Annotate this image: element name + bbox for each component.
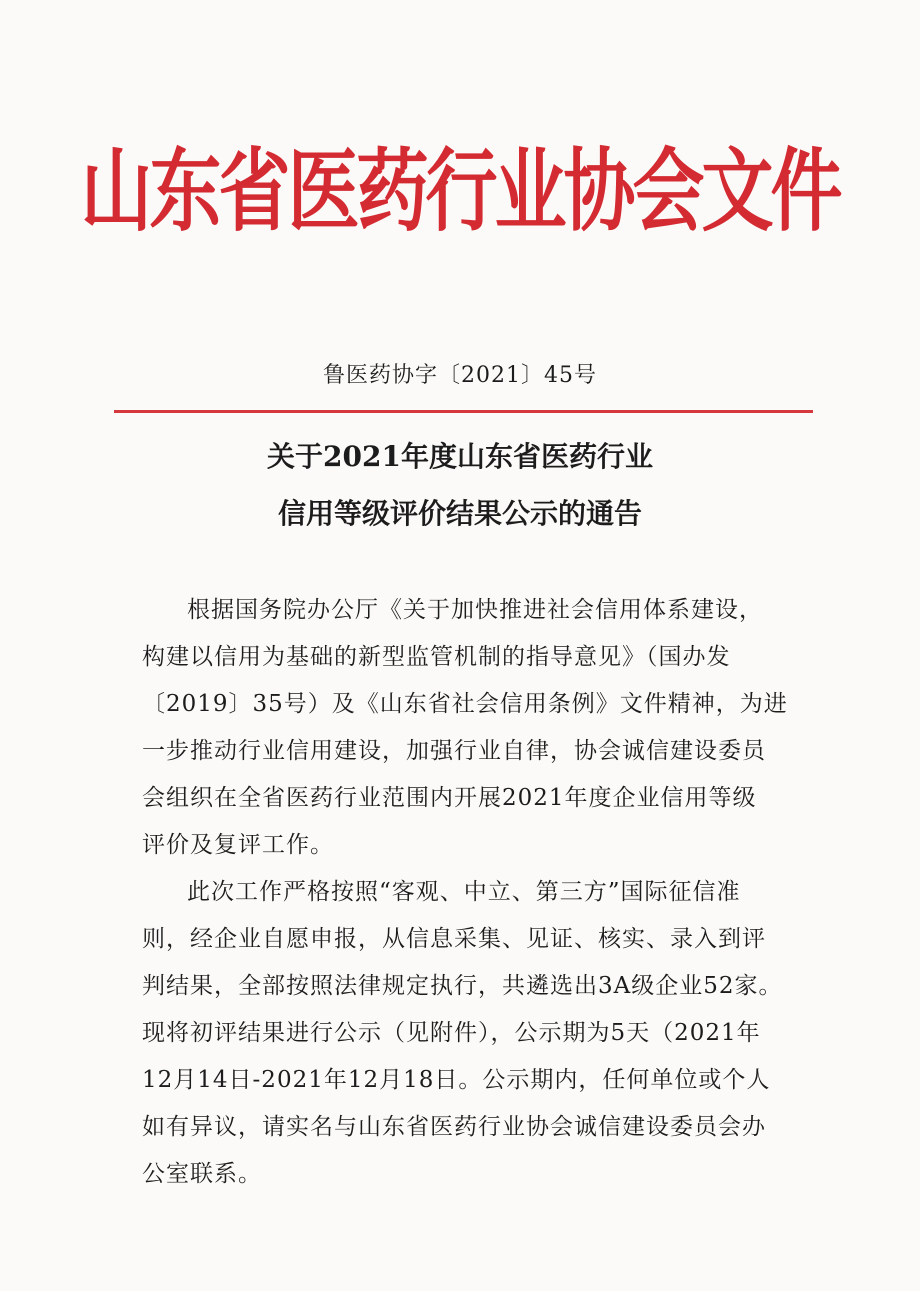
body-text-line: 根据国务院办公厅《关于加快推进社会信用体系建设， bbox=[187, 597, 763, 623]
notice-title-line-2: 信用等级评价结果公示的通告 bbox=[277, 497, 642, 530]
body-text-line: 现将初评结果进行公示（见附件），公示期为5天（2021年 bbox=[142, 1020, 761, 1046]
body-text-line: 此次工作严格按照“客观、中立、第三方”国际征信准 bbox=[187, 879, 741, 905]
body-text-line: 一步推动行业信用建设，加强行业自律，协会诚信建设委员 bbox=[142, 738, 766, 764]
notice-title-line-1: 关于2021年度山东省医药行业 bbox=[267, 440, 653, 473]
issuing-org-title: 山东省医药行业协会文件 bbox=[80, 137, 840, 244]
body-text-line: 12月14日-2021年12月18日。公示期内，任何单位或个人 bbox=[142, 1067, 771, 1093]
body-text-line: 如有异议，请实名与山东省医药行业协会诚信建设委员会办 bbox=[142, 1114, 766, 1140]
body-text-line: 评价及复评工作。 bbox=[142, 832, 334, 858]
body-text-line: 〔2019〕35号）及《山东省社会信用条例》文件精神，为进 bbox=[142, 691, 788, 717]
body-text-line: 则，经企业自愿申报，从信息采集、见证、核实、录入到评 bbox=[142, 926, 766, 952]
red-divider-line bbox=[114, 410, 813, 413]
body-text-line: 会组织在全省医药行业范围内开展2021年度企业信用等级 bbox=[142, 785, 757, 811]
document-number: 鲁医药协字〔2021〕45号 bbox=[323, 363, 597, 388]
body-text-line: 判结果，全部按照法律规定执行，共遴选出3A级企业52家。 bbox=[142, 973, 783, 999]
body-text-line: 公室联系。 bbox=[142, 1161, 262, 1187]
body-text-line: 构建以信用为基础的新型监管机制的指导意见》（国办发 bbox=[142, 644, 731, 670]
